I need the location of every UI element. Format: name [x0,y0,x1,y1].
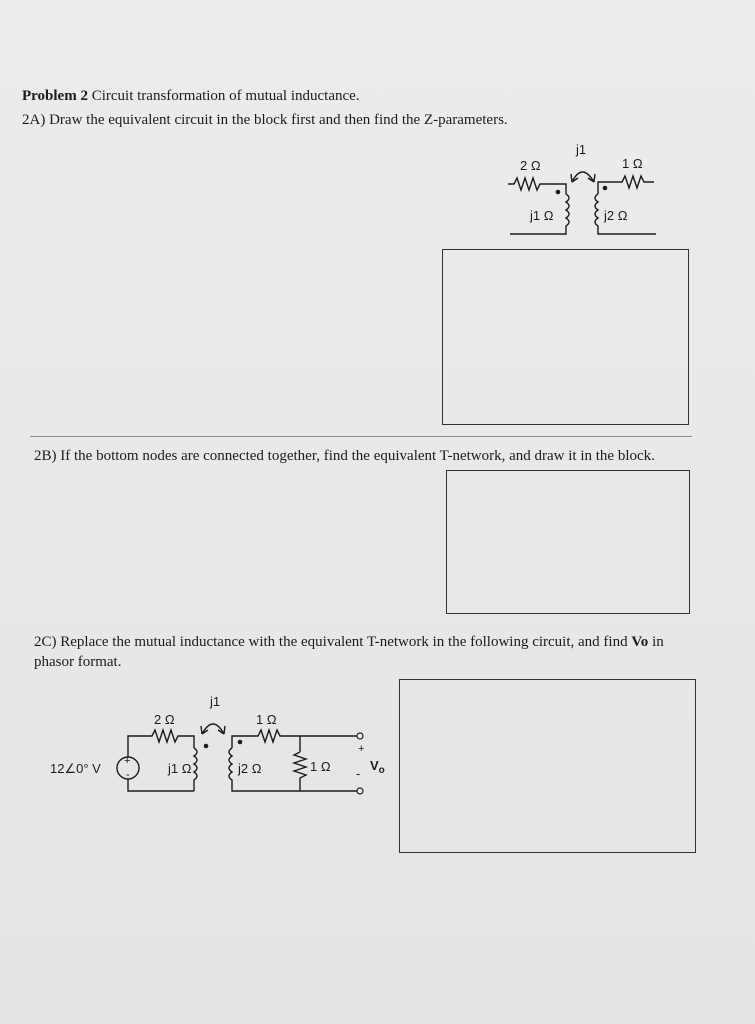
circuit-2c [44,690,384,810]
label-1ohm-2c: 1 Ω [256,712,277,727]
source-plus: + [124,755,131,767]
answer-block-2c[interactable] [399,679,696,853]
resistor-2ohm-2c [148,730,184,742]
terminal-top [357,733,363,739]
label-j1ohm-2c: j1 Ω [168,761,192,776]
circuit-2a [500,138,660,248]
dot-left-2c [204,744,209,749]
problem-title-text: Circuit transformation of mutual inductance. [87,88,360,104]
label-j1-2a: j1 [576,142,587,157]
dot-right-2a [603,186,608,191]
resistor-1ohm-2a [618,176,654,188]
resistor-2ohm-2a [508,178,546,190]
label-j2ohm-2c: j2 Ω [238,761,262,776]
dot-right-2c [238,740,243,745]
inductor-left-2c [194,748,197,791]
resistor-load-2c [294,752,306,791]
problem-number: Problem 2 [22,88,88,104]
resistor-1ohm-2c [254,730,358,742]
question-2c: 2C) Replace the mutual inductance with the equivalent T-network in the following circuit, and find Vo in phasor format. [34,634,664,670]
section-divider [30,436,692,437]
label-j2ohm-2a: j2 Ω [604,208,628,223]
terminal-bottom [357,788,363,794]
label-2ohm-2a: 2 Ω [520,158,541,173]
answer-block-2b[interactable] [446,470,690,614]
label-2ohm-2c: 2 Ω [154,712,175,727]
problem-title [22,86,360,106]
vo-label: $V_o$ [370,758,385,776]
label-j1ohm-2a: j1 Ω [530,208,554,223]
question-2b: 2B) If the bottom nodes are connected together, find the equivalent T-network, and draw it in the block. [34,448,655,464]
question-2a: 2A) Draw the equivalent circuit in the block first and then find the Z-parameters. [22,112,508,128]
vo-bold: Vo [631,634,649,650]
label-load-2c: 1 Ω [310,759,331,774]
label-1ohm-2a: 1 Ω [622,156,643,171]
vo-plus: + [358,743,365,755]
answer-block-2a[interactable] [442,249,689,425]
vo-minus: - [356,766,361,781]
label-j1-2c: j1 [210,694,221,709]
dot-left-2a [556,190,561,195]
source-minus: - [126,769,130,781]
label-source: 12∠0° V [50,761,101,776]
